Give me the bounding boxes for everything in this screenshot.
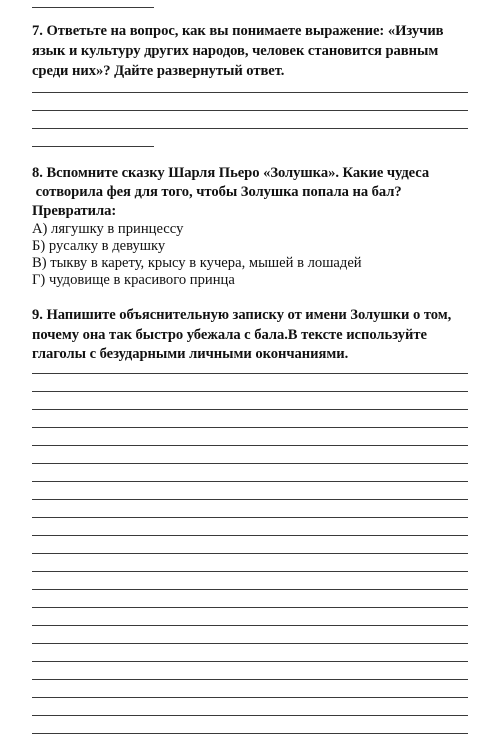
question-7-line: язык и культуру других народов, человек становится равным (32, 43, 439, 59)
answer-line[interactable] (32, 517, 468, 518)
answer-option-a[interactable]: А) лягушку в принцессу (32, 221, 184, 237)
answer-line[interactable] (32, 625, 468, 626)
answer-line[interactable] (32, 697, 468, 698)
answer-line[interactable] (32, 661, 468, 662)
answer-line[interactable] (32, 445, 468, 446)
answer-line[interactable] (32, 643, 468, 644)
answer-line[interactable] (32, 128, 468, 129)
answer-line[interactable] (32, 481, 468, 482)
question-8-line: сотворила фея для того, чтобы Золушка попала на бал? (32, 184, 402, 200)
answer-line[interactable] (32, 110, 468, 111)
answer-line[interactable] (32, 733, 468, 734)
answer-option-d[interactable]: Г) чудовище в красивого принца (32, 272, 235, 288)
question-9-line: почему она так быстро убежала с бала.В тексте используйте (32, 327, 427, 343)
answer-line[interactable] (32, 571, 468, 572)
answer-option-c[interactable]: В) тыкву в карету, крысу в кучера, мышей в лошадей (32, 255, 362, 271)
question-9-line: 9. Напишите объяснительную записку от имени Золушки о том, (32, 307, 452, 323)
answer-line-short-top (32, 7, 154, 8)
answer-line[interactable] (32, 499, 468, 500)
answer-line[interactable] (32, 463, 468, 464)
answer-line[interactable] (32, 679, 468, 680)
answer-line[interactable] (32, 607, 468, 608)
answer-line[interactable] (32, 427, 468, 428)
question-9-line: глаголы с безударными личными окончаниями. (32, 346, 349, 362)
answer-line[interactable] (32, 391, 468, 392)
question-8-line: Превратила: (32, 203, 117, 219)
answer-line[interactable] (32, 553, 468, 554)
answer-option-b[interactable]: Б) русалку в девушку (32, 238, 166, 254)
question-8-line: 8. Вспомните сказку Шарля Пьеро «Золушка». Какие чудеса (32, 165, 430, 181)
answer-line-short[interactable] (32, 146, 154, 147)
answer-line[interactable] (32, 715, 468, 716)
answer-line[interactable] (32, 373, 468, 374)
answer-line[interactable] (32, 409, 468, 410)
answer-line[interactable] (32, 589, 468, 590)
question-7-line: среди них»? Дайте развернутый ответ. (32, 63, 285, 79)
answer-line[interactable] (32, 535, 468, 536)
answer-line[interactable] (32, 92, 468, 93)
question-7-line: 7. Ответьте на вопрос, как вы понимаете выражение: «Изучив (32, 23, 444, 39)
